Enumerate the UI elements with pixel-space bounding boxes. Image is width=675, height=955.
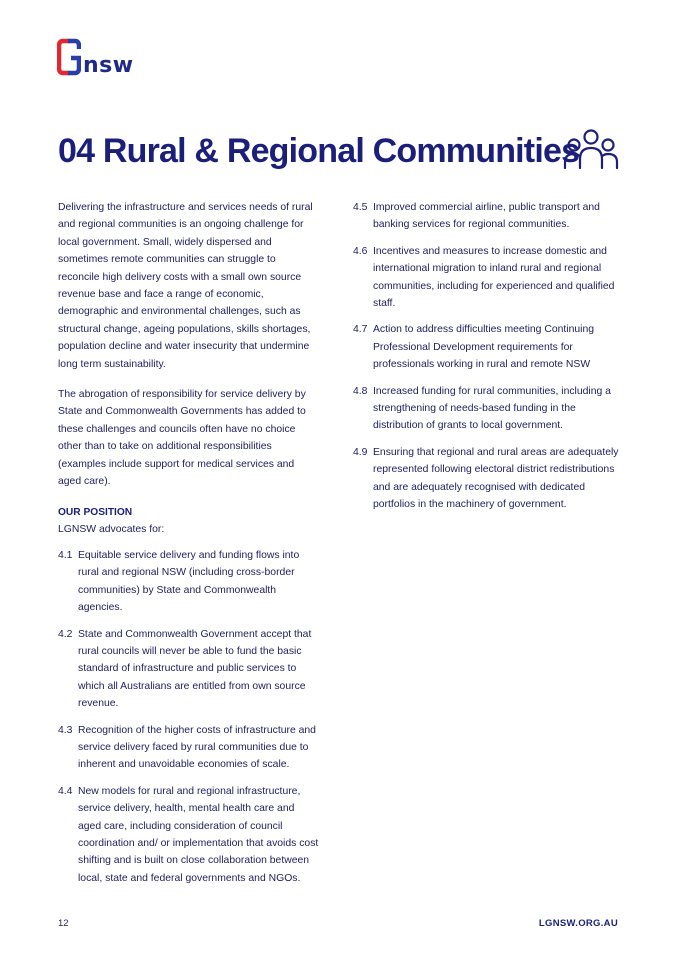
item-number: 4.5 xyxy=(353,202,368,213)
lgnsw-logo xyxy=(57,38,134,76)
position-item xyxy=(58,626,320,713)
item-text: New models for rural and regional infrastructure, service delivery, health, mental health care and aged care, including consideration of council coordination and/ or implementation that avoids cost shifting and is built on close collaboration between local, state and federal governments and NGOs. xyxy=(78,785,319,884)
item-text: Equitable service delivery and funding flows into rural and regional NSW (including cross-border communities) by State and Commonwealth agencies. xyxy=(78,549,300,614)
position-item xyxy=(58,783,320,887)
our-position-heading: OUR POSITION xyxy=(58,506,133,518)
item-number: 4.6 xyxy=(353,245,368,257)
people-group-icon xyxy=(563,128,619,170)
item-text: Improved commercial airline, public transport and banking services for regional communities. xyxy=(373,202,600,231)
position-item xyxy=(353,199,621,234)
right-column xyxy=(353,199,621,523)
item-text: State and Commonwealth Government accept that rural councils will never be able to fund the basic standard of infrastructure and public services to which all Australians are entitled from own source revenue. xyxy=(78,628,312,710)
position-item xyxy=(353,321,621,373)
item-number: 4.2 xyxy=(58,628,73,640)
page-number: 12 xyxy=(58,918,69,929)
position-item xyxy=(353,444,621,514)
item-text: Increased funding for rural communities, including a strengthening of needs-based funding in the distribution of grants to local government. xyxy=(373,385,611,432)
item-number: 4.7 xyxy=(353,324,368,336)
item-text: Incentives and measures to increase domestic and international migration to inland rural and regional communities, including for experienced and qualified staff. xyxy=(373,245,615,310)
logo-text: nsw xyxy=(83,53,134,78)
item-number: 4.1 xyxy=(58,549,73,561)
intro-paragraph-2: The abrogation of responsibility for service delivery by State and Commonwealth Governments has added to these challenges and councils often have no choice other than to take on additional responsibilities (examples include support for medical services and aged care). xyxy=(58,389,306,488)
position-item xyxy=(58,547,320,617)
item-number: 4.4 xyxy=(58,785,73,797)
page-title: 04 Rural & Regional Communities xyxy=(58,132,580,170)
position-item xyxy=(353,243,621,313)
intro-paragraph-1: Delivering the infrastructure and services needs of rural and regional communities is an ongoing challenge for local government. Small, widely dispersed and sometimes remote communities can struggle to reconcile high delivery costs with a small own source revenue base and face a range of economic, demographic and environmental challenges, such as structural change, ageing populations, skills shortages, population decline and water insecurity that undermine long term sustainability. xyxy=(58,202,313,370)
g-logo-icon xyxy=(57,38,81,76)
item-text: Action to address difficulties meeting Continuing Professional Development requirements for professionals working in rural and remote NSW xyxy=(373,324,595,371)
item-number: 4.3 xyxy=(58,724,73,736)
item-number: 4.8 xyxy=(353,385,368,397)
advocates-intro: LGNSW advocates for: xyxy=(58,523,165,535)
item-number: 4.9 xyxy=(353,446,368,458)
item-text: Recognition of the higher costs of infrastructure and service delivery faced by rural communities due to inherent and unavoidable economies of scale. xyxy=(78,724,316,771)
website-link[interactable]: LGNSW.ORG.AU xyxy=(538,918,618,929)
left-column xyxy=(58,199,320,896)
position-item xyxy=(58,722,320,774)
item-text: Ensuring that regional and rural areas are adequately represented following electoral district redistributions and are adequately recognised with dedicated portfolios in the machinery of government. xyxy=(373,446,619,511)
position-item xyxy=(353,383,621,435)
